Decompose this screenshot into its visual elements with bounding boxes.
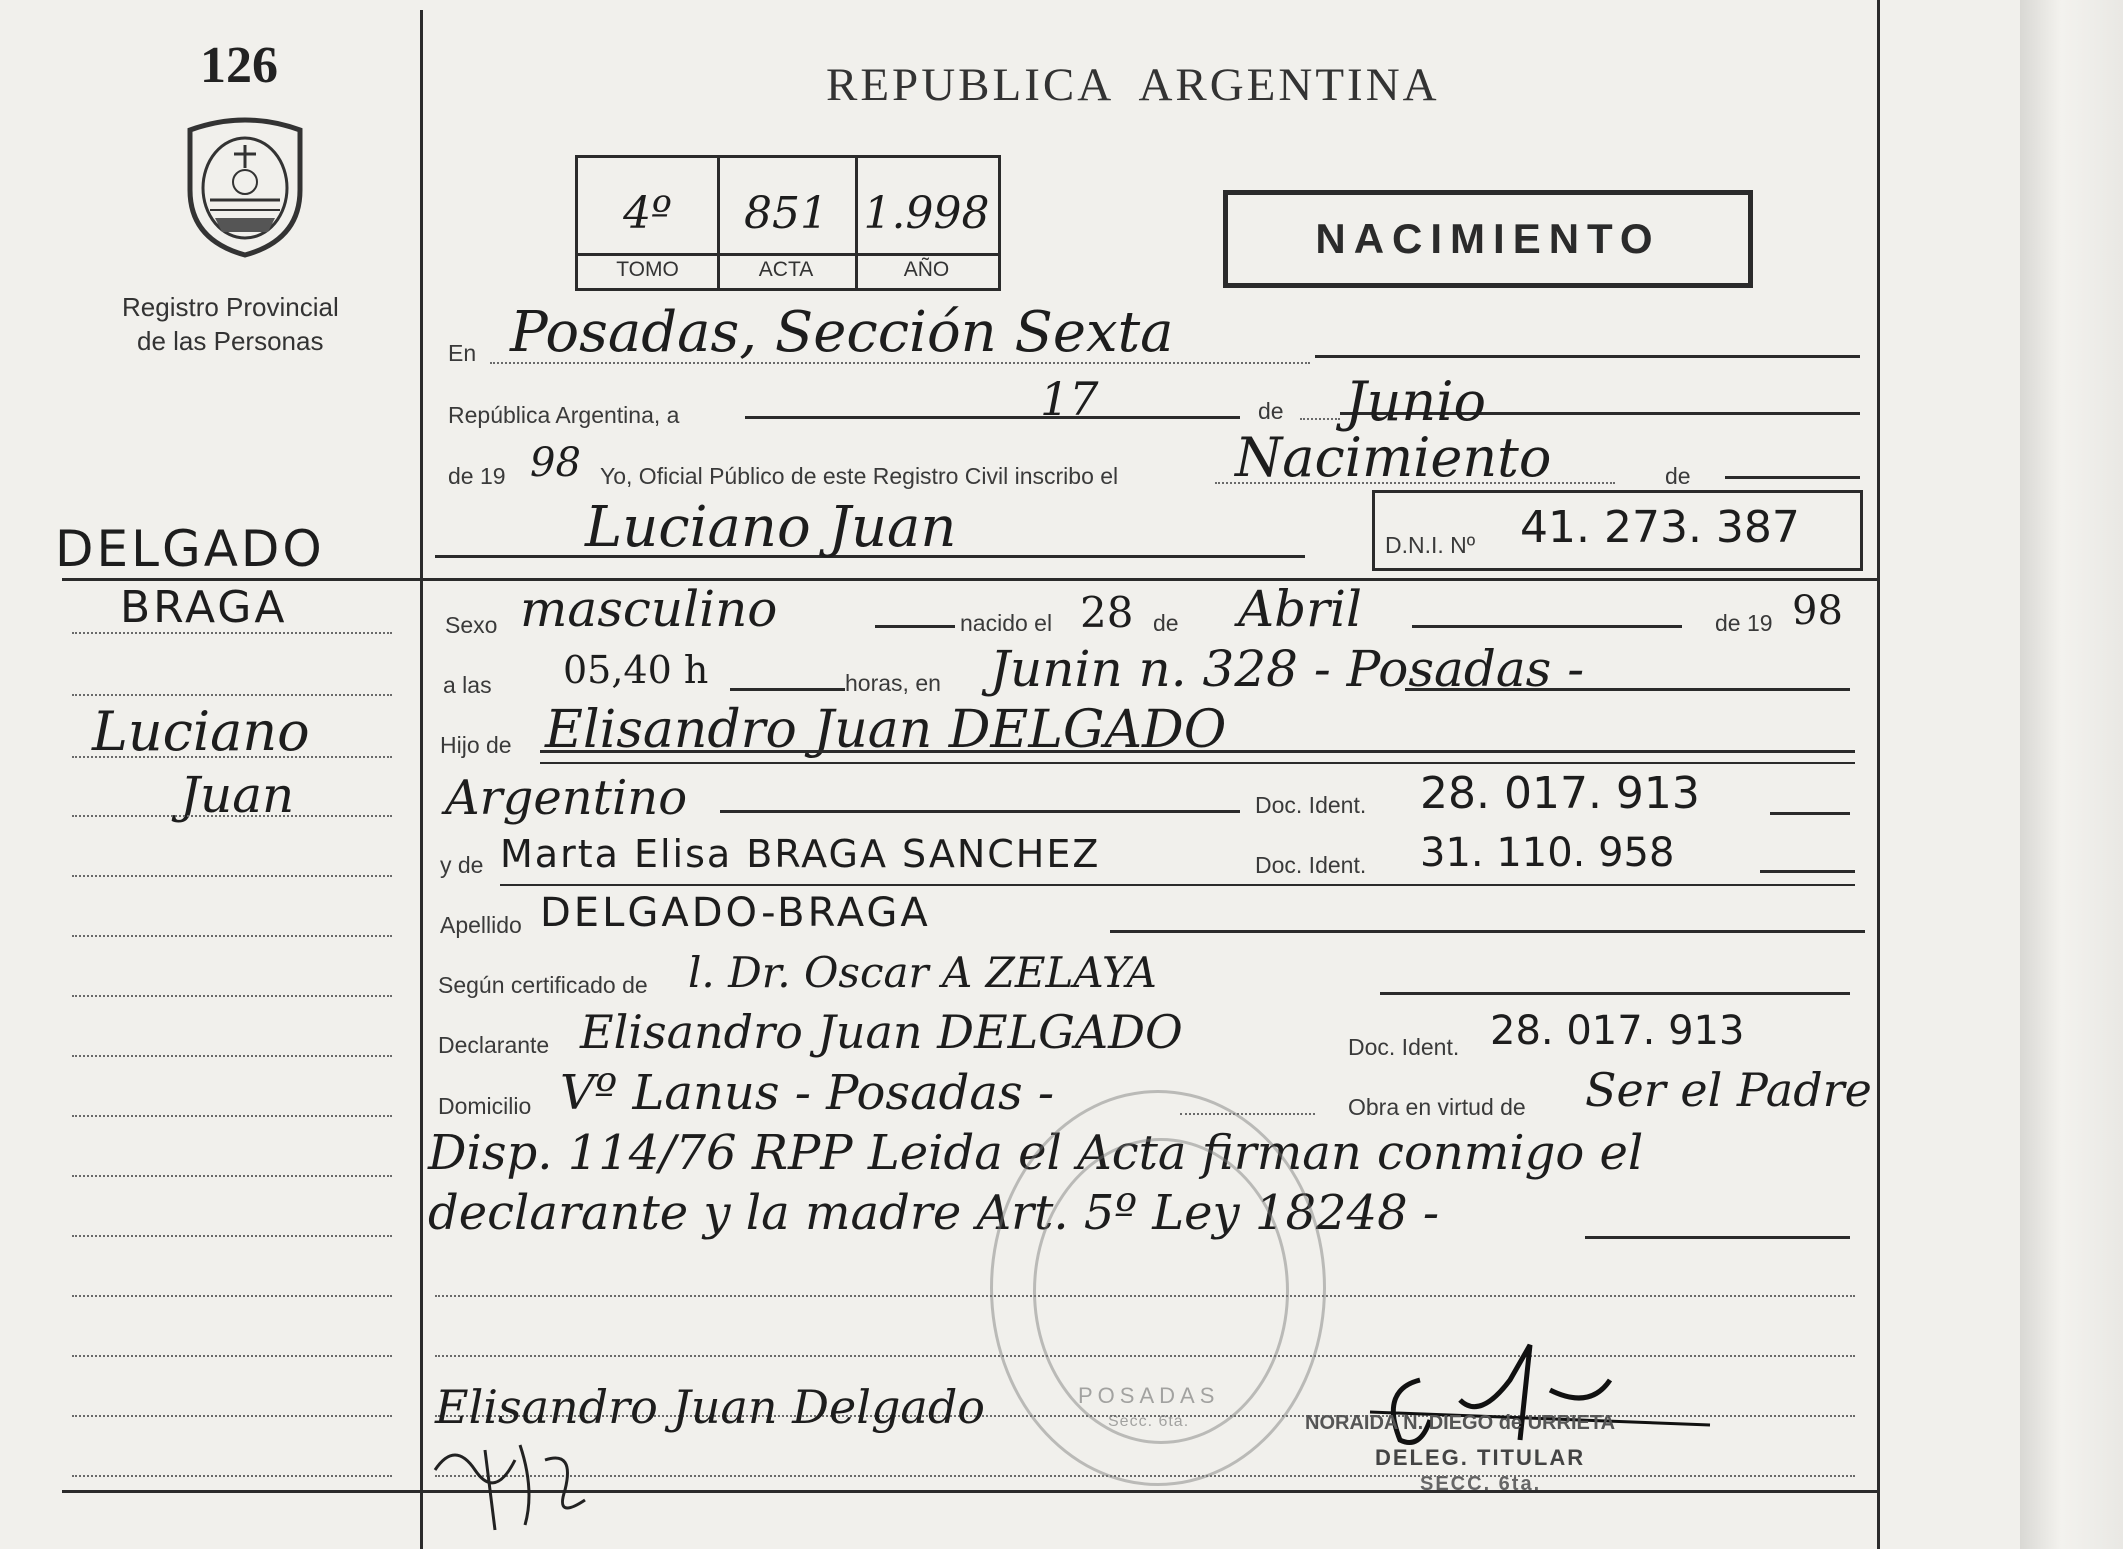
day-value: 17 xyxy=(1040,372,1099,426)
hour-value: 05,40 h xyxy=(563,648,709,692)
record-type-box: NACIMIENTO xyxy=(1223,190,1753,288)
margin-surname-1: DELGADO xyxy=(55,520,325,578)
anio-value: 1.998 xyxy=(863,188,990,239)
father-doc-label: Doc. Ident. xyxy=(1255,792,1367,818)
nacido-label: nacido el xyxy=(960,610,1053,636)
margin-given-2: Juan xyxy=(180,766,295,824)
acta-value: 851 xyxy=(744,188,828,239)
domicilio-label: Domicilio xyxy=(438,1093,532,1119)
registry-name-line1: Registro Provincial xyxy=(122,292,339,322)
seal-city: POSADAS xyxy=(1078,1383,1220,1408)
official-section: SECC. 6ta. xyxy=(1420,1473,1542,1495)
inscribe-value: Nacimiento xyxy=(1235,426,1552,489)
notes-line-1: Disp. 114/76 RPP Leida el Acta firman conmigo el xyxy=(428,1125,1644,1181)
declarante-doc-label: Doc. Ident. xyxy=(1348,1034,1460,1060)
father-doc: 28. 017. 913 xyxy=(1420,768,1700,819)
declarante-value: Elisandro Juan DELGADO xyxy=(580,1005,1183,1059)
anio-label: AÑO xyxy=(903,258,950,281)
alas-label: a las xyxy=(443,672,492,698)
oficial-label: Yo, Oficial Público de este Registro Civil inscribo el xyxy=(600,463,1119,489)
margin-surname-2: BRAGA xyxy=(120,582,288,633)
mother-signature-icon xyxy=(425,1430,605,1540)
father-nationality: Argentino xyxy=(445,770,688,826)
apellido-value: DELGADO-BRAGA xyxy=(540,890,931,936)
birth-de19-label: de 19 xyxy=(1715,610,1773,636)
certificado-value: l. Dr. Oscar A ZELAYA xyxy=(688,948,1157,997)
paper-edge xyxy=(2020,0,2123,1549)
sexo-label: Sexo xyxy=(445,612,498,638)
hijo-label: Hijo de xyxy=(440,732,512,758)
declarante-doc: 28. 017. 913 xyxy=(1490,1008,1745,1054)
mother-doc: 31. 110. 958 xyxy=(1420,830,1675,876)
notes-line-2: declarante y la madre Art. 5º Ley 18248 - xyxy=(428,1185,1440,1241)
certificado-label: Según certificado de xyxy=(438,972,648,998)
dni-label: D.N.I. Nº xyxy=(1385,532,1476,558)
en-value: Posadas, Sección Sexta xyxy=(510,300,1174,365)
official-seal-icon xyxy=(990,1090,1326,1486)
birth-year: 98 xyxy=(1792,588,1843,634)
father-name: Elisandro Juan DELGADO xyxy=(545,700,1227,760)
obra-value: Ser el Padre xyxy=(1585,1063,1872,1117)
official-signature-icon xyxy=(1360,1340,1720,1460)
sexo-value: masculino xyxy=(520,580,778,638)
seal-section: Secc. 6ta. xyxy=(1108,1413,1190,1430)
domicilio-value: Vº Lanus - Posadas - xyxy=(560,1065,1055,1121)
month-de-label: de xyxy=(1258,398,1284,424)
name-value: Luciano Juan xyxy=(585,495,957,560)
acta-label: ACTA xyxy=(758,258,814,281)
official-title: DELEG. TITULAR xyxy=(1375,1445,1586,1470)
dni-value: 41. 273. 387 xyxy=(1520,502,1800,553)
province-shield-icon xyxy=(170,110,320,260)
birth-de-label: de xyxy=(1153,610,1179,636)
birth-place: Junin n. 328 - Posadas - xyxy=(990,640,1585,698)
registry-name-line2: de las Personas xyxy=(137,326,324,356)
inscribe-de-label: de xyxy=(1665,463,1691,489)
birth-day: 28 xyxy=(1080,588,1134,637)
republica-label: República Argentina, a xyxy=(448,402,680,428)
horas-label: horas, en xyxy=(845,670,941,696)
de-19-label: de 19 xyxy=(448,463,506,489)
mother-name: Marta Elisa BRAGA SANCHEZ xyxy=(500,832,1101,876)
country-title: REPUBLICA ARGENTINA xyxy=(826,59,1440,111)
official-name: NORAIDA N. DIEGO de URRIETA xyxy=(1305,1412,1616,1434)
mother-label: y de xyxy=(440,852,484,878)
tomo-label: TOMO xyxy=(616,258,679,281)
year-value: 98 xyxy=(530,440,581,486)
declarant-signature: Elisandro Juan Delgado xyxy=(435,1380,985,1434)
tomo-value: 4º xyxy=(623,188,672,239)
apellido-label: Apellido xyxy=(440,912,522,938)
register-box xyxy=(575,155,1001,291)
declarante-label: Declarante xyxy=(438,1032,550,1058)
margin-given-1: Luciano xyxy=(92,700,310,763)
en-label: En xyxy=(448,340,477,366)
month-value: Junio xyxy=(1345,370,1486,433)
obra-label: Obra en virtud de xyxy=(1348,1094,1526,1120)
right-border xyxy=(1877,0,1880,1549)
left-divider xyxy=(420,10,423,1549)
birth-month: Abril xyxy=(1238,580,1362,638)
page-number: 126 xyxy=(200,37,278,94)
mother-doc-label: Doc. Ident. xyxy=(1255,852,1367,878)
bottom-border xyxy=(62,1490,1877,1493)
